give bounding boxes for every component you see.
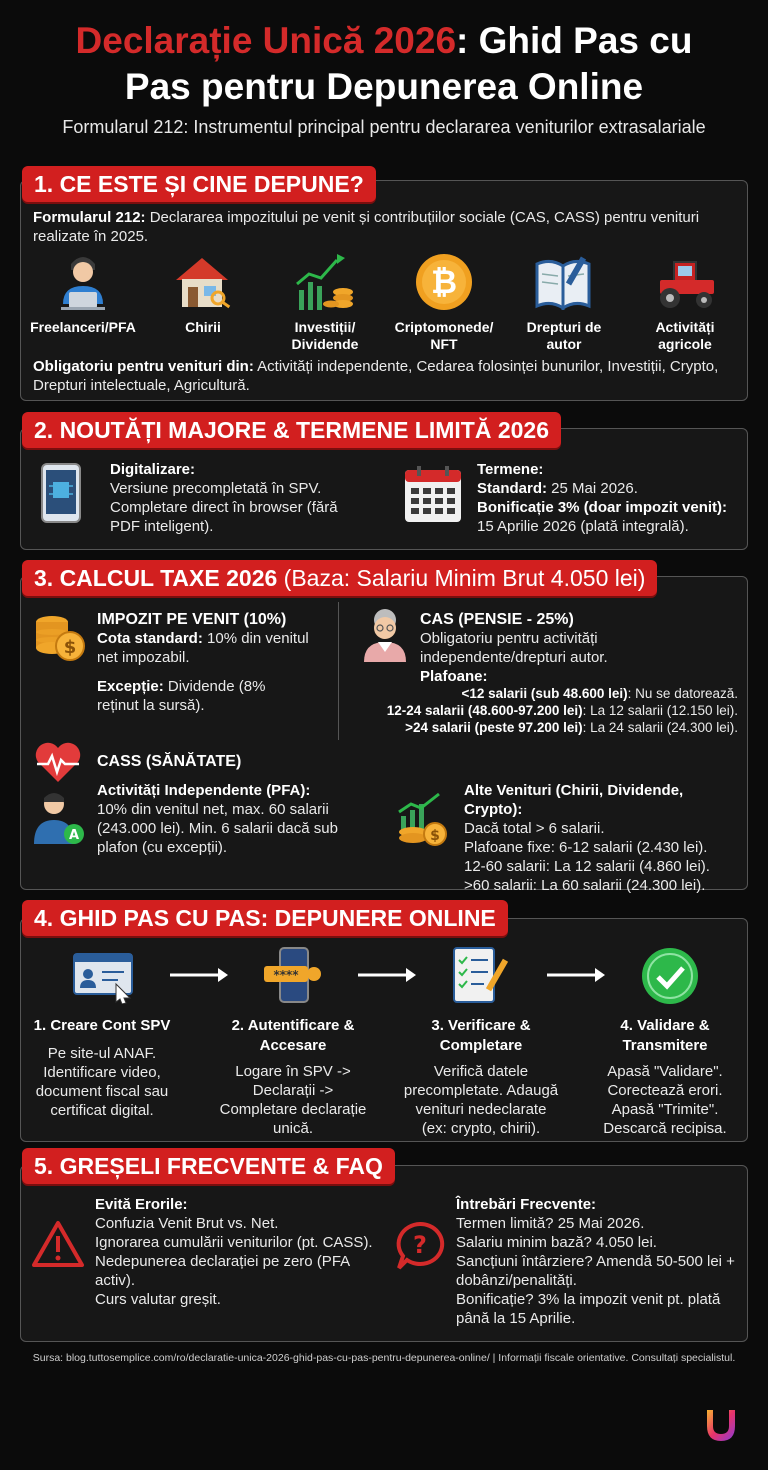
svg-text:₿: ₿ — [430, 263, 458, 301]
s3-impozit-block — [97, 610, 332, 715]
step-2-title2: Accesare — [259, 1037, 327, 1054]
step-2-title: 2. Autentificare & — [231, 1017, 355, 1034]
s3-cas-p2-value: : La 12 salarii (12.150 lei). — [582, 703, 738, 718]
svg-text:$: $ — [63, 637, 77, 658]
step-4 — [590, 1016, 740, 1056]
s3-cas-plafoane-label: Plafoane: — [420, 668, 488, 685]
s3-pfa-block — [97, 781, 387, 857]
phone-password-icon — [262, 946, 326, 1004]
s3-cas-p3-label: >24 salarii (peste 97.200 lei) — [405, 720, 583, 735]
tablet-chip-icon — [36, 462, 86, 524]
s3-other-line2: Plafoane fixe: 6-12 salarii (2.430 lei). — [464, 839, 708, 856]
svg-text:?: ? — [413, 1231, 427, 1259]
title-line2: Pas pentru Depunerea Online — [124, 66, 644, 107]
tractor-icon — [652, 256, 718, 310]
s1-intro-bold: Formularul 212: — [33, 209, 146, 226]
category-label-copyright: Drepturi de autor — [526, 319, 602, 352]
s5-faq-2: Salariu minim bază? 4.050 lei. — [456, 1234, 657, 1251]
step-3-title2: Completare — [439, 1037, 523, 1054]
s2-terms-title: Termene: — [477, 461, 544, 478]
brand-logo-icon — [702, 1404, 740, 1444]
coins-growth-icon — [395, 790, 451, 846]
section-1-heading: 1. CE ESTE ȘI CINE DEPUNE? — [22, 166, 376, 202]
step-arrow-2 — [356, 965, 418, 985]
s5-faq-1: Termen limită? 25 Mai 2026. — [456, 1215, 645, 1232]
s5-errors-block — [95, 1195, 395, 1309]
bitcoin-icon — [414, 252, 474, 312]
s3-cas-plafoane-list — [350, 685, 738, 736]
warning-icon — [31, 1220, 85, 1268]
source-footer: Sursa: blog.tuttosemplice.com/ro/declaratie-unica-2026-ghid-pas-cu-pas-pentru-depunerea-online/ | Informații fiscale orientative. Consultați specialistul. — [32, 1352, 736, 1364]
step-1-desc: Pe site-ul ANAF. Identificare video, document fiscal sau certificat digital. — [35, 1045, 169, 1119]
s3-heading-bold: 3. CALCUL TAXE 2026 — [34, 565, 278, 591]
investment-chart-icon — [293, 250, 359, 314]
s3-pfa-line2: (243.000 lei). Min. 6 salarii dacă sub — [97, 820, 338, 837]
calendar-icon — [403, 464, 463, 524]
svg-text:$: $ — [430, 828, 440, 844]
page-subtitle: Formularul 212: Instrumentul principal pentru declararea veniturilor extrasalariale — [62, 117, 706, 137]
s5-faq-3: Sancțiuni întârziere? Amendă 50-500 lei + — [456, 1253, 735, 1270]
s3-cas-p1-value: : Nu se datorează. — [627, 686, 738, 701]
s5-faq-4: Bonificație? 3% la impozit venit pt. plată — [456, 1291, 721, 1308]
s5-faq-4b: până la 15 Aprilie. — [456, 1310, 576, 1327]
checklist-icon — [450, 944, 510, 1006]
step-3 — [393, 1016, 569, 1056]
s1-mandatory-bold: Obligatoriu pentru venituri din: — [33, 358, 254, 375]
check-circle-icon — [640, 946, 700, 1006]
category-label-crypto: Criptomonede/ NFT — [394, 319, 494, 352]
s2-standard-label: Standard: — [477, 480, 548, 497]
s2-digital-title: Digitalizare: — [110, 461, 196, 478]
s3-pfa-line1: 10% din venitul net, max. 60 salarii — [97, 801, 329, 818]
elderly-person-icon — [358, 606, 412, 664]
s5-error-3b: activ). — [95, 1272, 136, 1289]
s3-cas-p3-value: : La 24 salarii (24.300 lei). — [582, 720, 738, 735]
category-label-rent: Chirii — [185, 319, 221, 335]
page-title — [0, 18, 768, 110]
s3-cas-title: CAS (PENSIE - 25%) — [420, 611, 574, 628]
s3-impozit-rate-value: 10% din venitul — [202, 630, 309, 647]
step-2-desc: Logare în SPV -> Declarații -> Completare declarație unică. — [219, 1063, 367, 1137]
step-4-desc: Apasă "Validare". Corectează erori. Apasă "Trimite". Descarcă recipisa. — [603, 1063, 727, 1137]
s3-cass-title: CASS (SĂNĂTATE) — [97, 753, 242, 770]
s3-cas-line1: Obligatoriu pentru activități — [420, 630, 598, 647]
step-1 — [22, 1016, 182, 1036]
section-3-heading — [22, 560, 657, 596]
section-5-heading: 5. GREȘELI FRECVENTE & FAQ — [22, 1148, 395, 1184]
s5-faq-block — [456, 1195, 746, 1328]
freelancer-icon — [57, 252, 109, 312]
book-pen-icon — [533, 254, 595, 310]
s5-faq-3b: dobânzi/penalități. — [456, 1272, 577, 1289]
s2-digital-line2: Completare direct în browser (fără — [110, 499, 338, 516]
s5-errors-title: Evită Erorile: — [95, 1196, 188, 1213]
category-label-investments: Investiții/ Dividende — [291, 319, 359, 352]
s2-digital-line1: Versiune precompletată în SPV. — [110, 480, 322, 497]
svg-text:A: A — [68, 828, 80, 843]
s3-other-block — [464, 781, 744, 895]
title-part: : Ghid Pas cu — [456, 20, 693, 61]
s3-impozit-exception-line2: reținut la sursă). — [97, 697, 205, 714]
s3-impozit-rate-label: Cota standard: — [97, 630, 203, 647]
step-4-title: 4. Validare & — [620, 1017, 710, 1034]
section-2-heading: 2. NOUTĂȚI MAJORE & TERMENE LIMITĂ 2026 — [22, 412, 561, 448]
s1-intro-rest: Declararea impozitului pe venit și contribuțiilor sociale (CAS, CASS) pentru venituri realizate în 2025. — [33, 209, 700, 245]
s5-faq-title: Întrebări Frecvente: — [456, 1196, 597, 1213]
s3-pfa-title: Activități Independente (PFA): — [97, 782, 311, 799]
s3-impozit-line2: net impozabil. — [97, 649, 190, 666]
heart-pulse-icon — [33, 740, 83, 784]
s5-error-2: Ignorarea cumulării veniturilor (pt. CASS). — [95, 1234, 373, 1251]
s1-mandatory — [33, 357, 738, 395]
s1-mandatory-rest: Activități independente, Cedarea folosinței bunurilor, Investiții, Crypto, Drepturi intelectuale, Agricultură. — [33, 358, 719, 394]
s3-pfa-line3: plafon (cu excepții). — [97, 839, 228, 856]
s3-other-title: Alte Venituri (Chirii, Dividende, Crypto): — [464, 782, 684, 818]
step-arrow-1 — [168, 965, 230, 985]
step-1-title: 1. Creare Cont SPV — [33, 1017, 171, 1034]
step-3-desc: Verifică datele precompletate. Adaugă venituri nedeclarate (ex: crypto, chirii). — [403, 1063, 559, 1137]
s3-cas-p2-label: 12-24 salarii (48.600-97.200 lei) — [386, 703, 583, 718]
step-2 — [208, 1016, 378, 1056]
question-bubble-icon — [393, 1220, 447, 1272]
s5-error-1: Confuzia Venit Brut vs. Net. — [95, 1215, 279, 1232]
s2-bonus-label: Bonificație 3% (doar impozit venit): — [477, 499, 728, 516]
s3-cas-block — [420, 610, 740, 686]
s2-digital-line3: PDF inteligent). — [110, 518, 214, 535]
s3-impozit-exception-value: Dividende (8% — [163, 678, 266, 695]
step-4-title2: Transmitere — [622, 1037, 708, 1054]
s3-heading-light: (Baza: Salariu Minim Brut 4.050 lei) — [277, 565, 646, 591]
coins-stack-icon — [32, 608, 86, 662]
s3-cas-p1-label: <12 salarii (sub 48.600 lei) — [461, 686, 628, 701]
s5-error-3: Nedepunerea declarației pe zero (PFA — [95, 1253, 351, 1270]
step-3-title: 3. Verificare & — [431, 1017, 531, 1034]
section-4-heading: 4. GHID PAS CU PAS: DEPUNERE ONLINE — [22, 900, 508, 936]
s3-impozit-title: IMPOZIT PE VENIT (10%) — [97, 611, 287, 628]
s3-other-line3: 12-60 salarii: La 12 salarii (4.860 lei). — [464, 858, 710, 875]
s2-standard-value: 25 Mai 2026. — [547, 480, 638, 497]
s1-intro — [33, 208, 733, 246]
step-arrow-3 — [545, 965, 607, 985]
s3-other-line4: >60 salarii: La 60 salarii (24.300 lei). — [464, 877, 706, 894]
person-a-icon — [32, 790, 86, 846]
s5-error-4: Curs valutar greșit. — [95, 1291, 221, 1308]
s3-other-line1: Dacă total > 6 salarii. — [464, 820, 605, 837]
category-label-agriculture: Activități agricole — [655, 319, 715, 352]
s2-bonus-value: 15 Aprilie 2026 (plată integrală). — [477, 518, 689, 535]
s3-divider — [338, 602, 339, 740]
title-red-part: Declarație Unică 2026 — [75, 20, 457, 61]
category-label-freelancer: Freelanceri/PFA — [30, 319, 136, 335]
account-screen-icon — [72, 950, 134, 1004]
house-key-icon — [172, 252, 234, 312]
svg-text:****: **** — [273, 968, 299, 982]
s3-cas-line2: independente/drepturi autor. — [420, 649, 608, 666]
s3-impozit-exception-label: Excepție: — [97, 678, 164, 695]
s2-digital-block — [110, 460, 390, 536]
s2-terms-block — [477, 460, 742, 536]
